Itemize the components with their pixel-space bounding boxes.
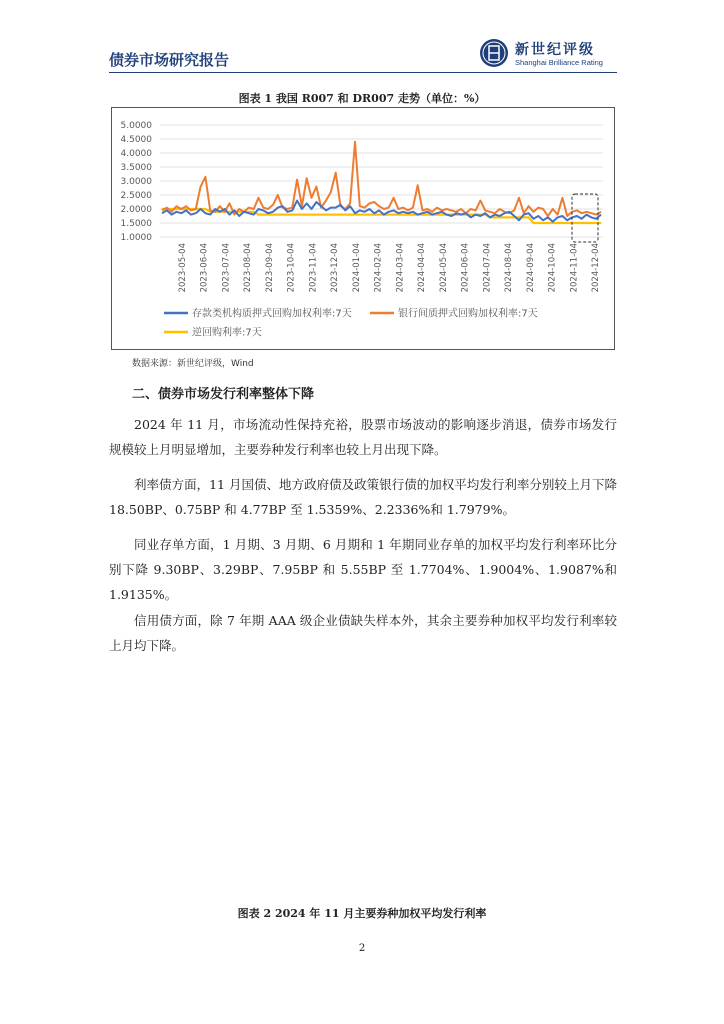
y-tick-label: 1.5000: [120, 219, 152, 229]
page-number: 2: [358, 943, 366, 954]
x-tick-label: 2023-05-04: [178, 243, 188, 293]
x-tick-label: 2023-12-04: [330, 243, 341, 293]
logo-chinese-name: 新世纪评级: [515, 42, 595, 58]
paragraph-rate-bonds: 利率债方面，11 月国债、地方政府债及政策银行债的加权平均发行利率分别较上月下降 18.50BP、0.75BP 和 4.77BP 至 1.5359%、2.2336%和 1.7979%。: [109, 477, 617, 517]
paragraph-credit-bonds: 信用债方面，除 7 年期 AAA 级企业债缺失样本外，其余主要券种加权平均发行利率较上月均下降。: [109, 613, 617, 653]
x-tick-label: 2023-08-04: [243, 243, 254, 293]
x-tick-label: 2024-05-04: [438, 243, 449, 293]
x-tick-label: 2024-06-04: [460, 243, 471, 293]
legend-label: 存款类机构质押式回购加权利率:7天: [192, 308, 352, 320]
figure1-caption: 图表 1 我国 R007 和 DR007 走势（单位：%）: [238, 92, 486, 105]
x-tick-label: 2024-04-04: [417, 243, 428, 293]
y-tick-label: 3.0000: [120, 177, 152, 187]
y-tick-label: 5.0000: [120, 121, 152, 131]
section-heading: 二、债券市场发行利率整体下降: [132, 387, 315, 402]
x-tick-label: 2023-07-04: [221, 243, 232, 293]
x-tick-label: 2023-11-04: [308, 243, 319, 293]
x-tick-label: 2024-10-04: [547, 243, 558, 293]
x-tick-label: 2023-09-04: [264, 243, 275, 293]
rate-trend-chart: [111, 107, 615, 350]
x-tick-label: 2024-07-04: [482, 243, 493, 293]
x-tick-label: 2024-01-04: [351, 243, 362, 293]
company-logo: [477, 38, 617, 70]
y-tick-label: 4.5000: [120, 135, 152, 145]
x-tick-label: 2024-08-04: [504, 243, 515, 293]
x-tick-label: 2024-03-04: [395, 243, 406, 293]
header-divider: [109, 72, 617, 73]
report-header-title: 债券市场研究报告: [109, 51, 230, 69]
paragraph-market-overview: 2024 年 11 月，市场流动性保持充裕，股票市场波动的影响逐步消退，债券市场发行规模较上月明显增加，主要券种发行利率也较上月出现下降。: [109, 417, 617, 457]
figure1-source: 数据来源：新世纪评级，Wind: [132, 359, 254, 369]
x-tick-label: 2024-12-04: [591, 243, 601, 293]
chart-svg: [112, 108, 614, 349]
legend-label: 逆回购利率:7天: [192, 327, 262, 339]
x-tick-label: 2023-06-04: [199, 243, 210, 293]
legend-label: 银行间质押式回购加权利率:7天: [398, 308, 538, 320]
logo-emblem-icon: [479, 38, 509, 68]
x-tick-label: 2024-11-04: [569, 243, 580, 293]
paragraph-interbank-cds: 同业存单方面，1 月期、3 月期、6 月期和 1 年期同业存单的加权平均发行利率环比分别下降 9.30BP、3.29BP、7.95BP 和 5.55BP 至 1.7704%、1.9004%、1.9087%和 1.9135%。: [109, 537, 617, 602]
figure2-caption: 图表 2 2024 年 11 月主要券种加权平均发行利率: [237, 907, 487, 920]
x-tick-label: 2024-09-04: [525, 243, 536, 293]
logo-english-name: Shanghai Brilliance Rating: [515, 58, 603, 67]
y-tick-label: 1.0000: [120, 233, 152, 243]
x-tick-label: 2024-02-04: [373, 243, 384, 293]
x-tick-label: 2023-10-04: [286, 243, 297, 293]
y-tick-label: 3.5000: [120, 163, 152, 173]
y-tick-label: 4.0000: [120, 149, 152, 159]
y-tick-label: 2.5000: [120, 191, 152, 201]
y-tick-label: 2.0000: [120, 205, 152, 215]
